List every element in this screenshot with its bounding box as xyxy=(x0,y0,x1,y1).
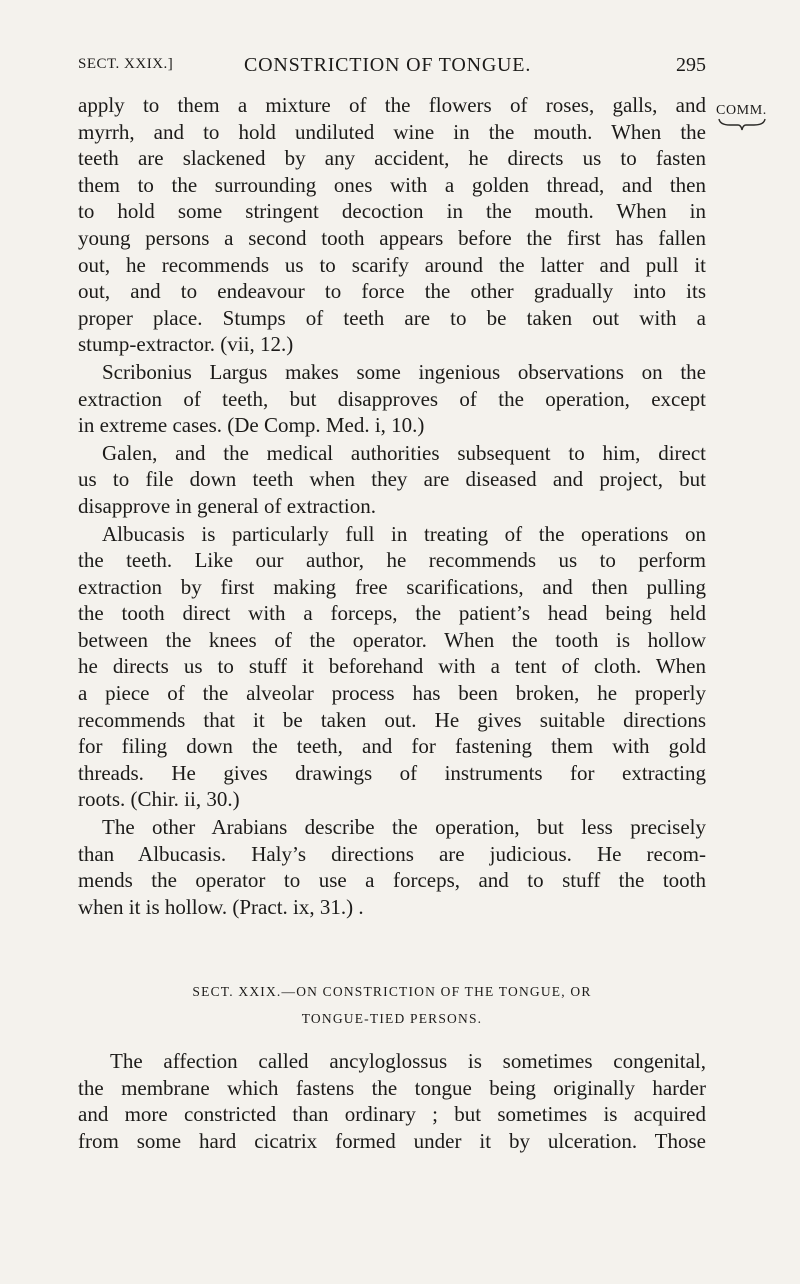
text-line: extraction by first making free scarifications, and then pulling xyxy=(78,574,706,599)
text-line: mends the operator to use a forceps, and to stuff the tooth xyxy=(78,868,706,893)
text-line: The affection called ancyloglossus is sometimes congenital, xyxy=(110,1049,706,1073)
text-line: stump-extractor. (vii, 12.) xyxy=(78,332,294,357)
paragraph xyxy=(78,440,706,520)
text-line: out, he recommends us to scarify around the latter and pull it xyxy=(78,252,706,277)
section-heading-line: TONGUE-TIED PERSONS. xyxy=(301,1011,483,1026)
text-line: to hold some stringent decoction in the mouth. When in xyxy=(78,199,706,224)
page-number: 295 xyxy=(676,54,706,76)
running-header xyxy=(78,52,708,82)
text-line: Galen, and the medical authorities subsequent to him, direct xyxy=(102,440,706,465)
text-line: the teeth. Like our author, he recommends us to perform xyxy=(78,548,706,573)
text-line: young persons a second tooth appears before the first has fallen xyxy=(78,225,706,250)
text-line: recommends that it be taken out. He gives suitable directions xyxy=(78,707,706,732)
text-line: he directs us to stuff it beforehand with a tent of cloth. When xyxy=(78,654,706,679)
text-line: roots. (Chir. ii, 30.) xyxy=(78,787,240,812)
text-line: than Albucasis. Haly’s directions are judicious. He recom- xyxy=(78,841,706,866)
text-line: proper place. Stumps of teeth are to be taken out with a xyxy=(78,305,706,330)
text-line: when it is hollow. (Pract. ix, 31.) . xyxy=(78,894,364,919)
text-line: in extreme cases. (De Comp. Med. i, 10.) xyxy=(78,413,425,438)
paragraph xyxy=(78,521,706,814)
text-line: them to the surrounding ones with a golden thread, and then xyxy=(78,172,706,197)
page-title: CONSTRICTION OF TONGUE. xyxy=(244,54,532,76)
text-line: the membrane which fastens the tongue being originally harder xyxy=(78,1075,706,1100)
body-text xyxy=(78,92,706,920)
text-line: The other Arabians describe the operation, but less precisely xyxy=(102,815,706,840)
margin-note: COMM. xyxy=(716,103,767,118)
text-line: for filing down the teeth, and for fastening them with gold xyxy=(78,734,706,759)
section-heading-line: SECT. XXIX.—ON CONSTRICTION OF THE TONGUE, OR xyxy=(192,984,592,999)
paragraph xyxy=(78,92,706,358)
text-line: and more constricted than ordinary ; but sometimes is acquired xyxy=(78,1102,706,1127)
paragraph xyxy=(78,814,706,920)
section-heading xyxy=(78,978,706,1032)
text-line: between the knees of the operator. When the tooth is hollow xyxy=(78,627,706,652)
section-reference: SECT. XXIX.] xyxy=(78,56,174,72)
margin-brace-icon xyxy=(718,118,766,132)
text-line: apply to them a mixture of the flowers of roses, galls, and xyxy=(78,93,706,117)
text-line: threads. He gives drawings of instruments for extracting xyxy=(78,760,706,785)
text-line: the tooth direct with a forceps, the patient’s head being held xyxy=(78,601,706,626)
text-line: Albucasis is particularly full in treating of the operations on xyxy=(102,521,706,546)
text-line: disapprove in general of extraction. xyxy=(78,493,376,518)
text-line: extraction of teeth, but disapproves of the operation, except xyxy=(78,386,706,411)
paragraph xyxy=(78,359,706,439)
text-line: Scribonius Largus makes some ingenious observations on the xyxy=(102,359,706,384)
section-paragraph xyxy=(78,1048,706,1154)
text-line: from some hard cicatrix formed under it by ulceration. Those xyxy=(78,1128,706,1153)
text-line: myrrh, and to hold undiluted wine in the mouth. When the xyxy=(78,119,706,144)
text-line: teeth are slackened by any accident, he directs us to fasten xyxy=(78,146,706,171)
text-line: a piece of the alveolar process has been broken, he properly xyxy=(78,681,706,706)
text-line: us to file down teeth when they are diseased and project, but xyxy=(78,467,706,492)
text-line: out, and to endeavour to force the other gradually into its xyxy=(78,279,706,304)
